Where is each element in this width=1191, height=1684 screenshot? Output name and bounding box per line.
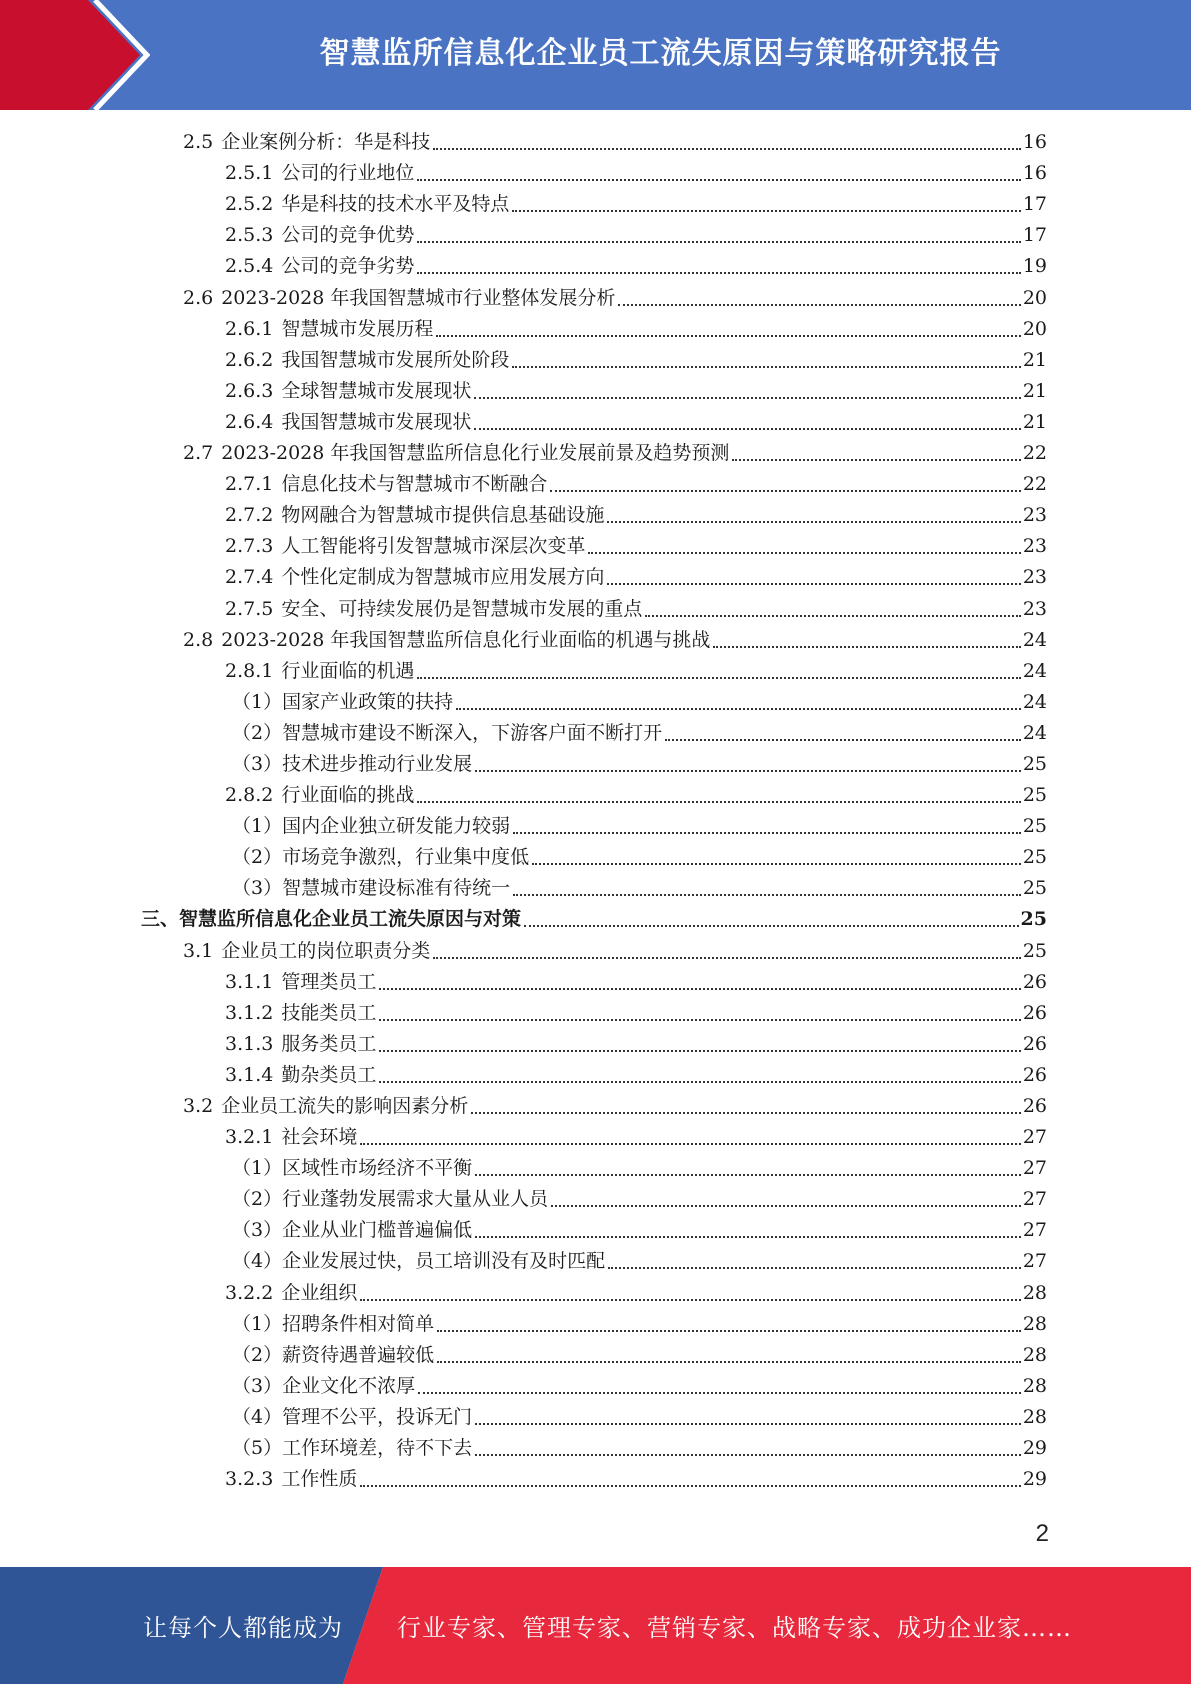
- toc-dot-leader: [512, 210, 1020, 212]
- toc-entry-number: （2）: [232, 1188, 283, 1211]
- toc-entry-page: 25: [1022, 939, 1047, 962]
- toc-entry-number: 2.8.2: [225, 784, 274, 807]
- footer-slogan-left: 让每个人都能成为: [143, 1614, 343, 1642]
- toc-entry[interactable]: [0, 345, 1191, 376]
- toc-entry-page: 27: [1022, 1188, 1047, 1211]
- toc-entry-page: 26: [1022, 1063, 1047, 1086]
- toc-entry-title: 企业文化不浓厚: [282, 1374, 416, 1397]
- toc-entry-label: [232, 721, 662, 745]
- toc-entry-number: 2.5.4: [225, 255, 274, 278]
- toc-dot-leader: [417, 179, 1020, 181]
- toc-entry[interactable]: [0, 1309, 1191, 1340]
- toc-entry-title: 我国智慧城市发展所处阶段: [281, 348, 510, 371]
- toc-dot-leader: [436, 335, 1020, 337]
- toc-entry-number: （1）: [232, 1157, 283, 1180]
- toc-entry[interactable]: [0, 1122, 1191, 1153]
- toc-entry-number: 2.7.5: [225, 597, 274, 620]
- toc-entry-label: [225, 970, 376, 994]
- toc-entry-number: 3.2.3: [225, 1468, 274, 1491]
- toc-entry[interactable]: [0, 625, 1191, 656]
- toc-entry-page: 27: [1022, 1126, 1047, 1149]
- toc-entry-label: [232, 1436, 472, 1460]
- toc-entry[interactable]: [0, 1371, 1191, 1402]
- toc-entry[interactable]: [0, 438, 1191, 469]
- toc-entry-number: （4）: [232, 1405, 283, 1428]
- footer-banner: [0, 1567, 1191, 1684]
- toc-entry-number: 3.2: [183, 1095, 214, 1117]
- toc-entry[interactable]: [0, 469, 1191, 500]
- toc-dot-leader: [360, 1485, 1020, 1487]
- toc-entry-number: （3）: [232, 752, 283, 775]
- toc-entry-page: 21: [1022, 348, 1047, 371]
- toc-entry[interactable]: [0, 687, 1191, 718]
- toc-entry[interactable]: [0, 1402, 1191, 1433]
- toc-entry-title: 区域性市场经济不平衡: [282, 1157, 473, 1180]
- toc-entry-title: 企业发展过快，员工培训没有及时匹配: [282, 1250, 606, 1273]
- toc-entry-label: [225, 223, 414, 247]
- toc-dot-leader: [360, 1299, 1020, 1301]
- toc-entry-number: 2.7.1: [225, 473, 274, 496]
- toc-dot-leader: [608, 1267, 1021, 1269]
- toc-dot-leader: [417, 677, 1020, 679]
- toc-entry-label: [232, 1249, 605, 1273]
- toc-entry[interactable]: [0, 1060, 1191, 1091]
- toc-entry[interactable]: [0, 1246, 1191, 1277]
- toc-entry-title: 智慧城市建设不断深入，下游客户面不断打开: [282, 721, 663, 744]
- toc-entry-page: 16: [1022, 162, 1047, 185]
- toc-entry-title: 招聘条件相对简单: [282, 1312, 435, 1335]
- toc-dot-leader: [437, 1361, 1021, 1363]
- toc-entry-number: 2.6.3: [225, 379, 274, 402]
- toc-entry-label: [232, 690, 453, 714]
- toc-entry-number: 2.6.1: [225, 317, 274, 340]
- toc-entry-title: 薪资待遇普遍较低: [282, 1343, 435, 1366]
- toc-dot-leader: [418, 1392, 1021, 1394]
- toc-entry-label: [225, 597, 642, 621]
- toc-entry-title: 技能类员工: [281, 1001, 377, 1024]
- toc-entry-title: 2023-2028 年我国智慧城市行业整体发展分析: [221, 286, 616, 309]
- toc-entry-label: [225, 1001, 376, 1025]
- toc-entry-title: 华是科技的技术水平及特点: [281, 193, 510, 216]
- toc-entry-label: [183, 286, 615, 310]
- toc-dot-leader: [475, 770, 1021, 772]
- toc-dot-leader: [379, 1081, 1020, 1083]
- toc-entry[interactable]: [0, 1029, 1191, 1060]
- toc-dot-leader: [379, 1050, 1020, 1052]
- toc-entry-title: 公司的竞争优势: [281, 224, 415, 247]
- toc-entry-number: 2.5.2: [225, 193, 274, 216]
- toc-entry-title: 社会环境: [281, 1126, 358, 1149]
- toc-entry-title: 企业案例分析：华是科技: [221, 131, 431, 154]
- toc-entry[interactable]: [0, 282, 1191, 313]
- header-arrow-decoration: [0, 0, 150, 110]
- toc-entry[interactable]: [0, 500, 1191, 531]
- toc-entry-label: [225, 783, 414, 807]
- toc-entry-label: [232, 1343, 434, 1367]
- toc-entry-label: [232, 845, 529, 869]
- toc-entry-label: [225, 254, 414, 278]
- toc-entry[interactable]: [0, 220, 1191, 251]
- toc-entry-page: 19: [1022, 255, 1047, 278]
- toc-entry-title: 国家产业政策的扶持: [282, 690, 454, 713]
- toc-dot-leader: [551, 1205, 1021, 1207]
- toc-entry-title: 全球智慧城市发展现状: [281, 379, 472, 402]
- toc-entry-number: （1）: [232, 690, 283, 713]
- toc-dot-leader: [607, 521, 1020, 523]
- toc-entry-label: [225, 1467, 357, 1491]
- toc-entry-page: 29: [1022, 1468, 1047, 1491]
- toc-entry-label: [225, 565, 604, 589]
- toc-entry-number: 2.6: [183, 286, 214, 309]
- toc-entry-label: [225, 1032, 376, 1056]
- toc-entry-label: [232, 1312, 434, 1336]
- toc-dot-leader: [618, 304, 1020, 306]
- toc-entry-page: 23: [1022, 535, 1047, 558]
- toc-entry-number: 2.5.3: [225, 224, 274, 247]
- toc-entry[interactable]: [0, 656, 1191, 687]
- toc-entry-page: 21: [1022, 379, 1047, 402]
- toc-entry-title: 我国智慧城市发展现状: [281, 410, 472, 433]
- toc-entry-page: 17: [1022, 224, 1047, 247]
- toc-entry-number: 2.7.2: [225, 504, 274, 527]
- toc-dot-leader: [433, 148, 1021, 150]
- toc-entry[interactable]: [0, 1464, 1191, 1495]
- toc-entry-label: [232, 1218, 472, 1242]
- toc-entry-number: 3.1.1: [225, 970, 274, 993]
- toc-entry-title: 工作环境差，待不下去: [282, 1437, 473, 1460]
- toc-entry-number: 3.2.2: [225, 1281, 274, 1304]
- report-title: 智慧监所信息化企业员工流失原因与策略研究报告: [319, 36, 1002, 71]
- toc-dot-leader: [474, 428, 1020, 430]
- toc-entry[interactable]: [0, 127, 1191, 158]
- toc-entry-label: [183, 939, 430, 963]
- toc-entry-page: 28: [1022, 1343, 1047, 1366]
- toc-entry-label: [225, 379, 471, 403]
- toc-entry-page: 20: [1022, 317, 1047, 340]
- toc-entry-page: 26: [1022, 970, 1047, 993]
- toc-entry[interactable]: [0, 189, 1191, 220]
- toc-entry-title: 安全、可持续发展仍是智慧城市发展的重点: [281, 597, 643, 620]
- toc-entry[interactable]: [0, 1215, 1191, 1246]
- toc-entry-label: [225, 317, 433, 341]
- toc-entry[interactable]: [0, 562, 1191, 593]
- toc-entry[interactable]: [0, 1153, 1191, 1184]
- toc-entry-page: 26: [1022, 1095, 1047, 1117]
- toc-entry-title: 智慧城市发展历程: [281, 317, 434, 340]
- toc-entry-page: 29: [1022, 1437, 1047, 1460]
- toc-dot-leader: [532, 863, 1021, 865]
- toc-entry-title: 公司的行业地位: [281, 162, 415, 185]
- toc-entry[interactable]: [0, 967, 1191, 998]
- toc-entry[interactable]: [0, 314, 1191, 345]
- page-number: 2: [1035, 1520, 1049, 1547]
- toc-entry-title: 技术进步推动行业发展: [282, 752, 473, 775]
- toc-entry-label: [225, 472, 547, 496]
- toc-entry-page: 16: [1022, 131, 1047, 154]
- toc-entry-number: （3）: [232, 1374, 283, 1397]
- toc-dot-leader: [417, 272, 1020, 274]
- toc-entry-label: [225, 1125, 357, 1149]
- toc-entry[interactable]: [0, 407, 1191, 438]
- toc-entry-title: 管理不公平，投诉无门: [282, 1405, 473, 1428]
- toc-dot-leader: [379, 988, 1020, 990]
- toc-entry-page: 25: [1022, 815, 1047, 838]
- toc-entry-page: 17: [1022, 193, 1047, 216]
- toc-entry-title: 服务类员工: [281, 1032, 377, 1055]
- toc-entry-label: [183, 628, 710, 652]
- toc-entry-label: [232, 814, 510, 838]
- toc-entry[interactable]: [0, 593, 1191, 624]
- toc-entry-number: 2.7: [183, 442, 214, 465]
- toc-entry-page: 27: [1022, 1250, 1047, 1273]
- toc-entry-title: 行业面临的挑战: [281, 784, 415, 807]
- toc-dot-leader: [665, 739, 1021, 741]
- toc-entry[interactable]: [0, 935, 1191, 966]
- toc-entry-number: 2.7.3: [225, 535, 274, 558]
- toc-entry-page: 23: [1022, 597, 1047, 620]
- toc-entry[interactable]: [0, 1184, 1191, 1215]
- toc-entry[interactable]: [0, 749, 1191, 780]
- toc-entry-number: （2）: [232, 846, 283, 869]
- toc-entry-page: 24: [1022, 721, 1047, 744]
- toc-entry-label: [141, 907, 521, 931]
- toc-entry[interactable]: [0, 531, 1191, 562]
- toc-entry-title: 智慧城市建设标准有待统一: [282, 877, 511, 900]
- toc-entry-title: 行业蓬勃发展需求大量从业人员: [282, 1188, 549, 1211]
- toc-dot-leader: [524, 925, 1019, 927]
- toc-entry-number: （1）: [232, 1312, 283, 1335]
- toc-entry-number: 2.8.1: [225, 659, 274, 682]
- toc-entry[interactable]: [0, 998, 1191, 1029]
- toc-dot-leader: [379, 1019, 1020, 1021]
- toc-entry-title: 人工智能将引发智慧城市深层次变革: [281, 535, 586, 558]
- toc-entry-label: [232, 1156, 472, 1180]
- toc-entry-title: 信息化技术与智慧城市不断融合: [281, 473, 548, 496]
- toc-dot-leader: [588, 552, 1020, 554]
- toc-entry-page: 28: [1022, 1281, 1047, 1304]
- toc-entry[interactable]: [0, 158, 1191, 189]
- toc-entry-title: 物网融合为智慧城市提供信息基础设施: [281, 504, 605, 527]
- toc-entry-label: [225, 1281, 357, 1305]
- toc-dot-leader: [607, 583, 1020, 585]
- header-banner: [0, 0, 1191, 110]
- toc-entry-number: 3.1.4: [225, 1063, 274, 1086]
- toc-entry-number: 三、: [141, 908, 180, 931]
- toc-entry[interactable]: [0, 873, 1191, 904]
- toc-dot-leader: [475, 1454, 1021, 1456]
- toc-entry-page: 24: [1022, 659, 1047, 682]
- toc-entry-number: 3.1: [183, 939, 214, 962]
- toc-entry[interactable]: [0, 251, 1191, 282]
- table-of-contents: [0, 127, 1191, 1495]
- toc-dot-leader: [475, 1236, 1021, 1238]
- toc-entry-label: [225, 161, 414, 185]
- toc-entry-page: 26: [1022, 1032, 1047, 1055]
- toc-entry-title: 企业从业门槛普遍偏低: [282, 1219, 473, 1242]
- toc-entry-title: 2023-2028 年我国智慧监所信息化行业面临的机遇与挑战: [221, 628, 711, 651]
- toc-dot-leader: [645, 615, 1020, 617]
- toc-entry-page: 22: [1022, 442, 1047, 465]
- toc-dot-leader: [417, 801, 1020, 803]
- toc-entry-number: 2.8: [183, 628, 214, 651]
- toc-entry-label: [225, 534, 585, 558]
- toc-entry-page: 25: [1022, 784, 1047, 807]
- toc-entry-page: 20: [1022, 286, 1047, 309]
- toc-entry-page: 28: [1022, 1374, 1047, 1397]
- toc-entry[interactable]: [0, 376, 1191, 407]
- toc-entry-title: 企业员工流失的影响因素分析: [221, 1095, 469, 1117]
- toc-dot-leader: [732, 459, 1020, 461]
- toc-entry-label: [232, 1374, 415, 1398]
- toc-entry-page: 23: [1022, 566, 1047, 589]
- toc-entry-title: 管理类员工: [281, 970, 377, 993]
- toc-entry-page: 25: [1020, 908, 1047, 931]
- toc-entry[interactable]: [0, 780, 1191, 811]
- toc-entry-title: 个性化定制成为智慧城市应用发展方向: [281, 566, 605, 589]
- toc-entry[interactable]: [0, 842, 1191, 873]
- toc-entry-label: [232, 1405, 472, 1429]
- toc-entry-label: [232, 876, 510, 900]
- toc-entry-label: [225, 348, 509, 372]
- toc-entry-title: 智慧监所信息化企业员工流失原因与对策: [179, 908, 522, 931]
- toc-entry-number: （2）: [232, 721, 283, 744]
- toc-entry-number: 2.6.2: [225, 348, 274, 371]
- toc-entry-number: （3）: [232, 877, 283, 900]
- toc-entry-page: 25: [1022, 846, 1047, 869]
- toc-entry-page: 27: [1022, 1157, 1047, 1180]
- toc-entry-number: 3.2.1: [225, 1126, 274, 1149]
- toc-dot-leader: [475, 1174, 1021, 1176]
- toc-entry-title: 2023-2028 年我国智慧监所信息化行业发展前景及趋势预测: [221, 442, 730, 465]
- toc-entry-number: 3.1.2: [225, 1001, 274, 1024]
- toc-entry-page: 25: [1022, 877, 1047, 900]
- toc-dot-leader: [437, 1330, 1021, 1332]
- toc-entry-label: [183, 1094, 468, 1118]
- toc-entry-number: 3.1.3: [225, 1032, 274, 1055]
- toc-entry-label: [183, 441, 729, 465]
- toc-entry-number: （2）: [232, 1343, 283, 1366]
- toc-dot-leader: [475, 1423, 1021, 1425]
- toc-entry-title: 公司的竞争劣势: [281, 255, 415, 278]
- toc-entry-number: 2.7.4: [225, 566, 274, 589]
- toc-entry-number: 2.5.1: [225, 162, 274, 185]
- toc-entry-label: [225, 659, 414, 683]
- toc-entry-label: [232, 1187, 548, 1211]
- toc-entry-label: [225, 410, 471, 434]
- toc-entry-label: [225, 1063, 376, 1087]
- toc-entry-number: （4）: [232, 1250, 283, 1273]
- toc-entry[interactable]: [0, 904, 1191, 935]
- toc-entry-page: 26: [1022, 1001, 1047, 1024]
- toc-dot-leader: [713, 646, 1020, 648]
- toc-entry[interactable]: [0, 718, 1191, 749]
- toc-entry-page: 23: [1022, 504, 1047, 527]
- toc-entry-number: 2.5: [183, 131, 214, 154]
- toc-entry-title: 国内企业独立研发能力较弱: [282, 815, 511, 838]
- toc-entry-label: [225, 503, 604, 527]
- toc-entry-number: 2.6.4: [225, 410, 274, 433]
- toc-dot-leader: [474, 397, 1020, 399]
- toc-entry[interactable]: [0, 1340, 1191, 1371]
- toc-entry-title: 勤杂类员工: [281, 1063, 377, 1086]
- toc-dot-leader: [513, 894, 1021, 896]
- toc-entry[interactable]: [0, 1433, 1191, 1464]
- toc-dot-leader: [417, 241, 1020, 243]
- toc-entry-title: 企业员工的岗位职责分类: [221, 939, 431, 962]
- toc-entry[interactable]: [0, 1277, 1191, 1308]
- toc-dot-leader: [513, 832, 1021, 834]
- toc-entry-page: 27: [1022, 1219, 1047, 1242]
- toc-entry-page: 22: [1022, 473, 1047, 496]
- toc-entry-label: [183, 130, 430, 154]
- toc-entry-number: （1）: [232, 815, 283, 838]
- footer-slogan-right: 行业专家、管理专家、营销专家、战略专家、成功企业家……: [397, 1614, 1072, 1642]
- toc-entry-title: 市场竞争激烈，行业集中度低: [282, 846, 530, 869]
- toc-entry-label: [225, 192, 509, 216]
- toc-entry-page: 24: [1022, 628, 1047, 651]
- toc-dot-leader: [433, 957, 1021, 959]
- toc-entry-page: 25: [1022, 752, 1047, 775]
- toc-entry-title: 工作性质: [281, 1468, 358, 1491]
- toc-dot-leader: [512, 366, 1020, 368]
- toc-entry-number: （3）: [232, 1219, 283, 1242]
- toc-entry-number: （5）: [232, 1437, 283, 1460]
- toc-dot-leader: [550, 490, 1020, 492]
- toc-dot-leader: [471, 1112, 1021, 1114]
- toc-entry-page: 21: [1022, 410, 1047, 433]
- toc-entry-page: 28: [1022, 1405, 1047, 1428]
- toc-entry-page: 24: [1022, 690, 1047, 713]
- toc-dot-leader: [360, 1143, 1020, 1145]
- toc-entry-title: 行业面临的机遇: [281, 659, 415, 682]
- toc-entry[interactable]: [0, 1091, 1191, 1122]
- toc-dot-leader: [456, 708, 1021, 710]
- toc-entry-title: 企业组织: [281, 1281, 358, 1304]
- toc-entry[interactable]: [0, 811, 1191, 842]
- toc-entry-page: 28: [1022, 1312, 1047, 1335]
- toc-entry-label: [232, 752, 472, 776]
